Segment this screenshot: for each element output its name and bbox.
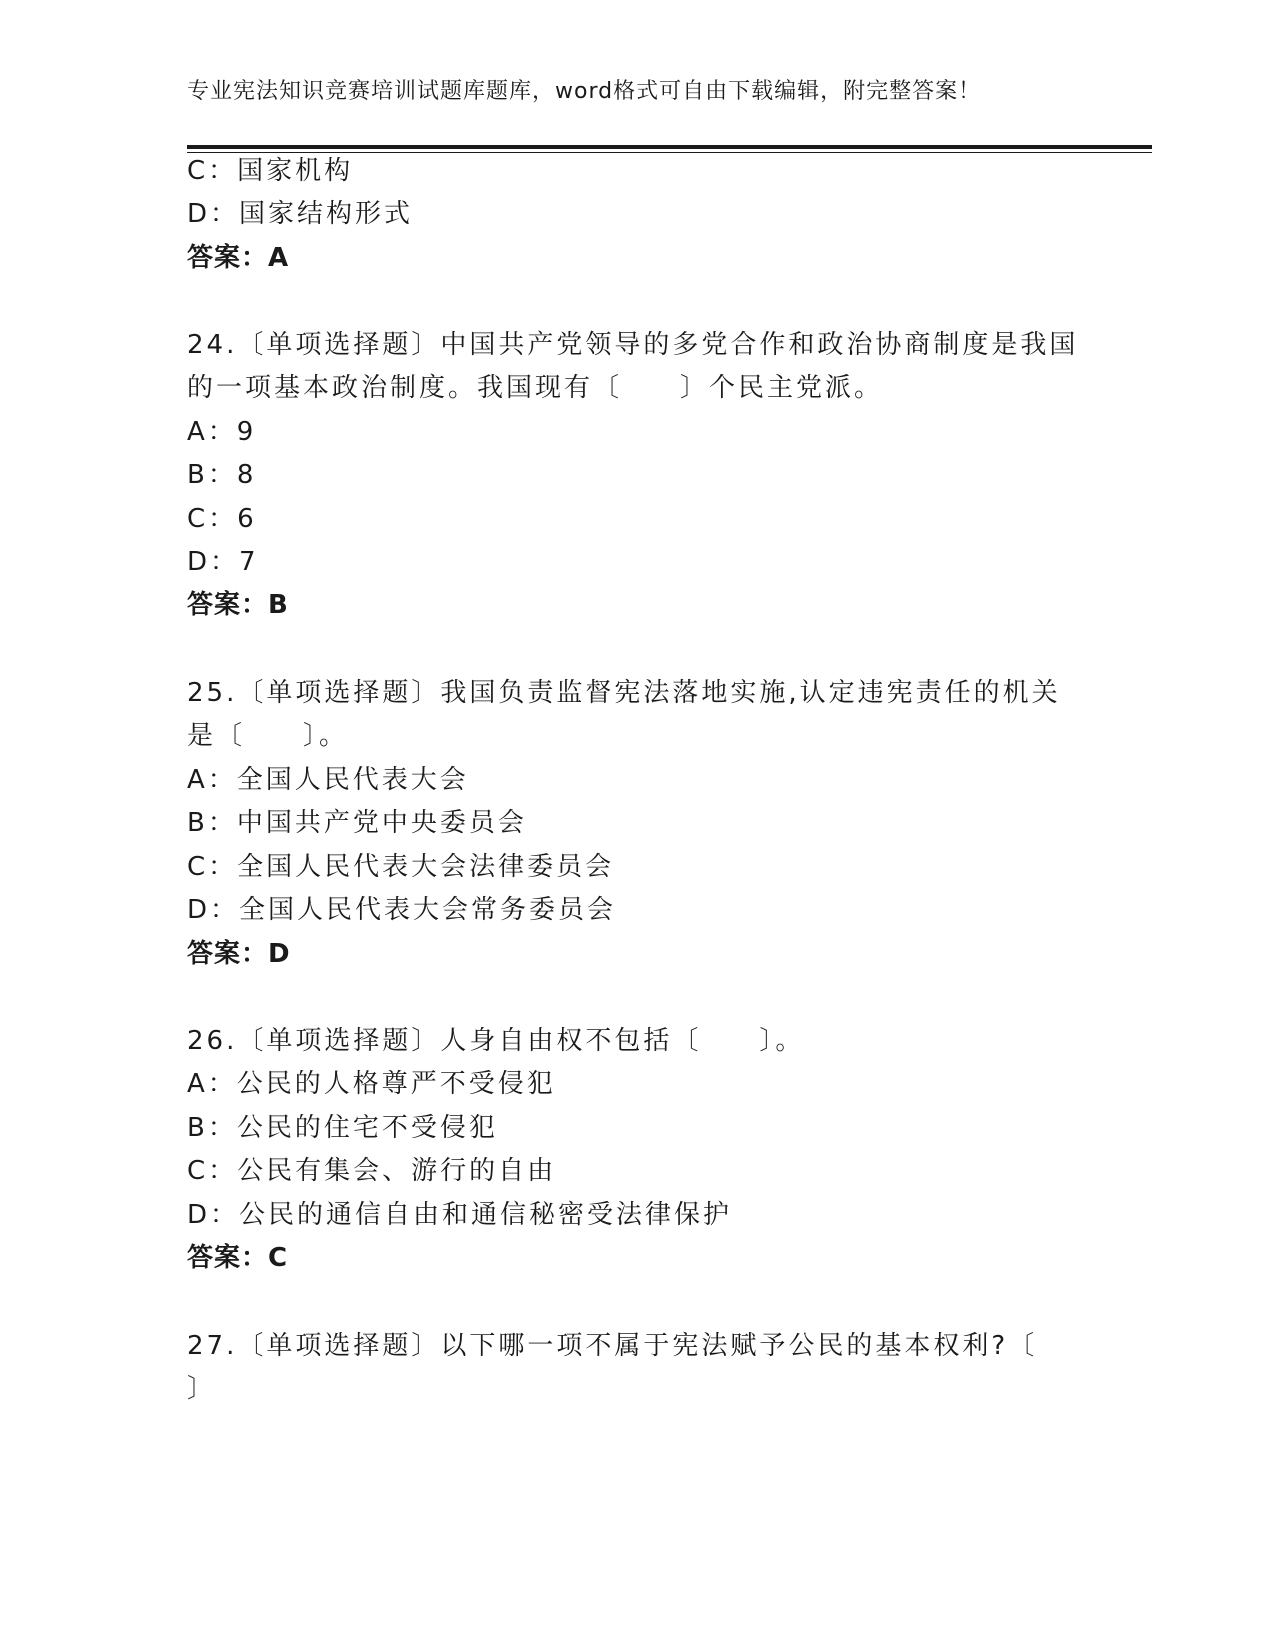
q26-option-a: A：公民的人格尊严不受侵犯	[187, 1069, 556, 1099]
q26-option-d: D：公民的通信自由和通信秘密受法律保护	[187, 1200, 733, 1230]
q27-stem-line2: 〕	[187, 1374, 217, 1404]
q25-option-d: D：全国人民代表大会常务委员会	[187, 895, 617, 925]
q25-option-a: A：全国人民代表大会	[187, 765, 469, 795]
q24-option-a: A：9	[187, 417, 257, 447]
q23-option-d: D：国家结构形式	[187, 199, 414, 229]
q26-option-c: C：公民有集会、游行的自由	[187, 1156, 557, 1186]
q26-option-b: B：公民的住宅不受侵犯	[187, 1113, 498, 1143]
q24-option-d: D：7	[187, 547, 259, 577]
q24-option-c: C：6	[187, 504, 257, 534]
header-rule-thin	[187, 152, 1152, 153]
q23-answer: 答案：A	[187, 243, 290, 273]
q25-option-b: B：中国共产党中央委员会	[187, 808, 527, 838]
q26-answer: 答案：C	[187, 1243, 289, 1273]
q23-option-c: C：国家机构	[187, 156, 354, 186]
q24-stem-line1: 24.〔单项选择题〕中国共产党领导的多党合作和政治协商制度是我国	[187, 330, 1079, 360]
page-header: 专业宪法知识竞赛培训试题库题库，word格式可自由下载编辑，附完整答案！	[187, 79, 982, 104]
q24-option-b: B：8	[187, 460, 257, 490]
q24-answer: 答案：B	[187, 590, 289, 620]
q26-stem-line1: 26.〔单项选择题〕人身自由权不包括〔 〕。	[187, 1026, 805, 1056]
header-rule-thick	[187, 145, 1152, 149]
q25-answer: 答案：D	[187, 939, 291, 969]
q27-stem-line1: 27.〔单项选择题〕以下哪一项不属于宪法赋予公民的基本权利?〔	[187, 1331, 1038, 1361]
q24-stem-line2: 的一项基本政治制度。我国现有〔 〕个民主党派。	[187, 373, 884, 403]
q25-stem-line1: 25.〔单项选择题〕我国负责监督宪法落地实施,认定违宪责任的机关	[187, 678, 1061, 708]
q25-stem-line2: 是〔 〕。	[187, 721, 349, 751]
q25-option-c: C：全国人民代表大会法律委员会	[187, 852, 615, 882]
